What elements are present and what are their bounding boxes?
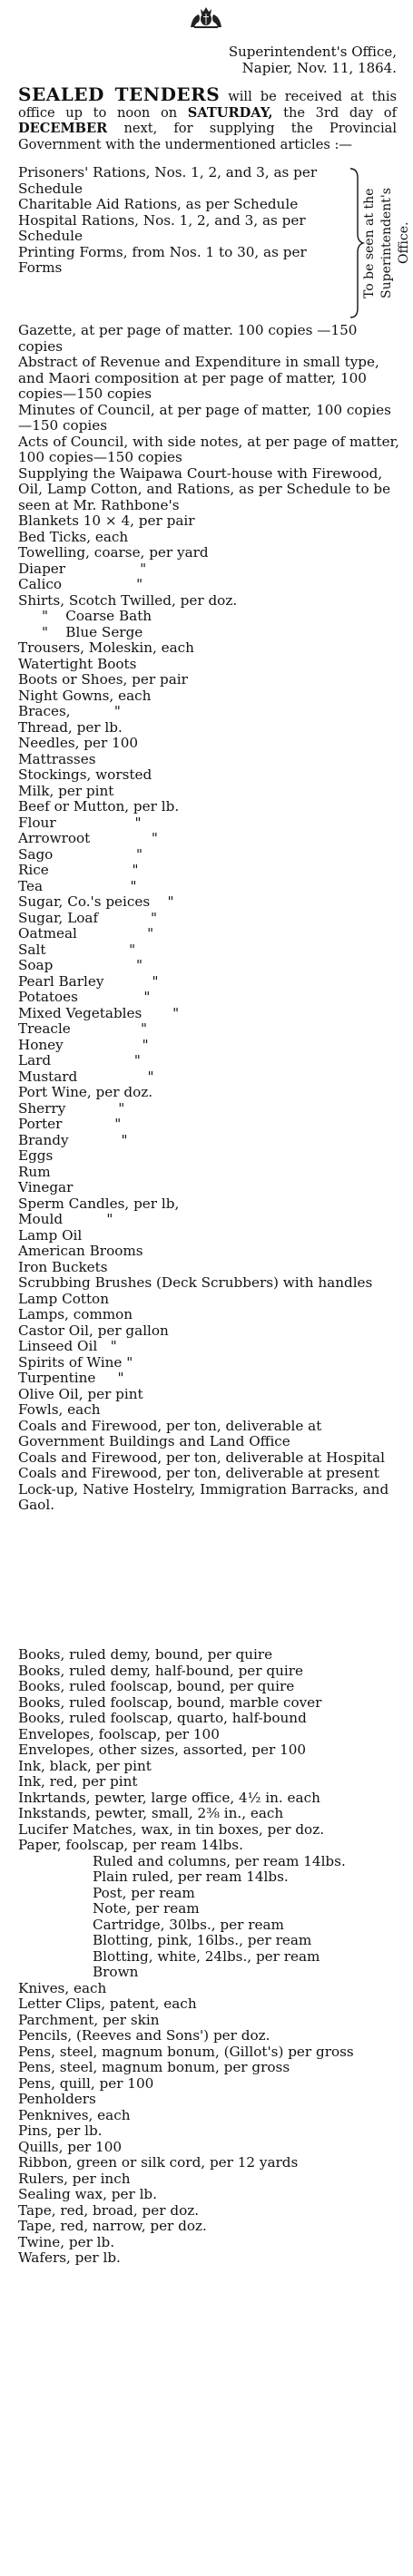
- list-item-text: Treacle ": [18, 1020, 148, 1037]
- list-item: [18, 1339, 399, 1355]
- list-item: [18, 1212, 399, 1228]
- list-item-text: Sugar, Co.'s peices ": [18, 893, 174, 910]
- list-item: [18, 2092, 399, 2108]
- list-item: [18, 1148, 399, 1165]
- office-heading: Superintendent's Office,: [228, 44, 397, 60]
- list-item: [18, 1419, 399, 1450]
- list-item: [18, 513, 399, 530]
- list-item-text: Port Wine, per doz.: [18, 1084, 153, 1100]
- list-item: [18, 2028, 399, 2044]
- list-item-text: Fowls, each: [18, 1401, 101, 1418]
- list-item: [18, 1854, 399, 1870]
- list-item-text: Supplying the Waipawa Court-house with Firewood, Oil, Lamp Cotton, and Rations, as per Schedule to be seen at Mr. Rathbone's: [18, 464, 395, 513]
- list-item-text: Rulers, per inch: [18, 2170, 131, 2187]
- list-item-text: Pens, quill, per 100: [18, 2074, 154, 2092]
- list-item: [18, 640, 399, 657]
- list-item-text: Pearl Barley ": [18, 972, 159, 990]
- list-item: [18, 1664, 399, 1680]
- list-item: [18, 245, 345, 277]
- list-item: [18, 1869, 399, 1886]
- list-item: [18, 2140, 399, 2156]
- list-item-text: Prisoners' Rations, Nos. 1, 2, and 3, as per Schedule: [18, 164, 321, 197]
- list-item-text: Pencils, (Reeves and Sons') per doz.: [18, 2027, 270, 2044]
- list-item-text: Ink, black, per pint: [18, 1757, 152, 1774]
- list-item: [18, 1101, 399, 1117]
- list-item: [18, 1085, 399, 1101]
- list-item-text: Wafers, per lb.: [18, 2249, 121, 2266]
- list-item: [18, 1981, 399, 1997]
- list-item-text: Note, per ream: [93, 1900, 200, 1917]
- list-item-text: Lamp Oil: [18, 1226, 83, 1244]
- list-item: [18, 593, 399, 610]
- list-item-text: Ribbon, green or silk cord, per 12 yards: [18, 2154, 299, 2171]
- list-item: [18, 1053, 399, 1069]
- list-item: [18, 2203, 399, 2220]
- list-item: [18, 784, 399, 800]
- intro-day: SATURDAY,: [187, 104, 273, 121]
- list-item-text: " Coarse Bath: [42, 608, 152, 624]
- list-item: [18, 197, 345, 213]
- list-item-text: Cartridge, 30lbs., per ream: [93, 1916, 284, 1933]
- list-item: [18, 1727, 399, 1743]
- list-item-text: Pins, per lb.: [18, 2122, 103, 2139]
- list-item-text: Twine, per lb.: [18, 2233, 115, 2250]
- list-item: [18, 1791, 399, 1807]
- list-item-text: Tape, red, broad, per doz.: [18, 2201, 200, 2219]
- list-item: [18, 894, 399, 911]
- list-item-text: Minutes of Council, at per page of matter, 100 copies—150 copies: [18, 401, 391, 434]
- list-item-text: Trousers, Moleskin, each: [18, 639, 194, 656]
- list-item-text: Milk, per pint: [18, 782, 114, 799]
- list-item-text: Thread, per lb.: [18, 718, 123, 736]
- list-item-text: Lard ": [18, 1052, 141, 1068]
- list-item: [18, 2044, 399, 2061]
- list-item: [18, 831, 399, 847]
- list-item-text: Books, ruled foolscap, bound, per quire: [18, 1678, 295, 1694]
- list-item-text: Braces, ": [18, 703, 121, 719]
- list-item: [18, 1917, 399, 1934]
- list-item-text: Books, ruled demy, bound, per quire: [18, 1646, 273, 1663]
- list-item-text: Brandy ": [18, 1131, 128, 1148]
- list-item: [18, 2060, 399, 2076]
- royal-crest-icon: [189, 4, 223, 29]
- list-item-text: Linseed Oil ": [18, 1338, 117, 1354]
- list-item-text: Vinegar: [18, 1179, 74, 1195]
- list-item: [18, 1679, 399, 1695]
- list-item: [18, 1996, 399, 2013]
- list-item: [18, 433, 404, 466]
- list-item-text: Penknives, each: [18, 2106, 131, 2123]
- list-item: [18, 1323, 399, 1340]
- list-item: [18, 609, 399, 625]
- side-note: To be seen at the Superintendent's Office.: [362, 188, 411, 298]
- list-item-text: Potatoes ": [18, 989, 151, 1005]
- list-item: [18, 2187, 399, 2203]
- intro-text-2: the 3rd day of: [272, 104, 397, 121]
- list-item: [18, 1355, 399, 1371]
- list-item-text: Parchment, per skin: [18, 2011, 160, 2028]
- intro-date: DECEMBER: [18, 121, 108, 136]
- list-item: [18, 688, 399, 705]
- list-item: [18, 1371, 399, 1387]
- list-item: [18, 1260, 399, 1276]
- list-item-text: Shirts, Scotch Twilled, per doz.: [18, 591, 238, 609]
- list-item: [18, 1006, 399, 1022]
- list-item: [18, 752, 399, 768]
- list-item-text: Charitable Aid Rations, as per Schedule: [18, 196, 299, 212]
- list-item-text: " Blue Serge: [42, 623, 143, 640]
- list-item: [18, 1244, 399, 1260]
- list-item-text: Blotting, pink, 16lbs., per ream: [93, 1932, 312, 1948]
- list-item-text: Turpentine ": [18, 1370, 124, 1386]
- list-item-text: Blankets 10 × 4, per pair: [18, 512, 195, 529]
- list-item-text: Pens, steel, magnum bonum, per gross: [18, 2059, 290, 2075]
- list-item-text: Sago ": [18, 845, 143, 863]
- list-item: [18, 2076, 399, 2093]
- articles-list: [18, 322, 404, 1514]
- list-item: [18, 736, 399, 752]
- list-item-text: Flour ": [18, 814, 142, 831]
- intro-text-3: next, for supplying the Provincial Government with the undermentioned articles :—: [18, 121, 397, 152]
- list-item-text: Stockings, worsted: [18, 766, 152, 783]
- list-item-text: Rum: [18, 1163, 51, 1180]
- list-item-text: Iron Buckets: [18, 1258, 108, 1275]
- list-item: [18, 1021, 399, 1038]
- rations-list: [18, 165, 345, 277]
- list-item: [18, 2219, 399, 2235]
- list-item: [18, 1886, 399, 1902]
- list-item-text: American Brooms: [18, 1243, 143, 1259]
- list-item: [18, 1965, 399, 1981]
- list-item-text: Paper, foolscap, per ream 14lbs.: [18, 1837, 243, 1853]
- list-item-text: Hospital Rations, Nos. 1, 2, and 3, as per Schedule: [18, 211, 310, 244]
- list-item: [18, 1117, 399, 1133]
- list-item: [18, 1275, 399, 1292]
- list-item-text: Knives, each: [18, 1979, 107, 1996]
- list-item-text: Ruled and columns, per ream 14lbs.: [93, 1852, 346, 1869]
- list-item: [18, 1742, 399, 1759]
- list-item: [18, 990, 399, 1006]
- list-item-text: Beef or Mutton, per lb.: [18, 798, 180, 815]
- list-item: [18, 1180, 399, 1196]
- list-item: [18, 2123, 399, 2140]
- list-item: [18, 1133, 399, 1149]
- list-item-text: Coals and Firewood, per ton, deliverable at Hospital: [18, 1449, 385, 1466]
- list-item: [18, 704, 399, 720]
- list-item: [18, 1711, 399, 1727]
- list-item: [18, 1387, 399, 1403]
- list-item-text: Salt ": [18, 941, 136, 958]
- list-item-text: Porter ": [18, 1116, 122, 1132]
- list-item-text: Printing Forms, from Nos. 1 to 30, as per Forms: [18, 243, 311, 276]
- list-item-text: Tea ": [18, 877, 137, 894]
- list-item: [18, 2013, 399, 2029]
- list-item-text: Eggs: [18, 1147, 54, 1164]
- list-item: [18, 958, 399, 974]
- list-item-text: Plain ruled, per ream 14lbs.: [93, 1869, 289, 1885]
- list-item-text: Lucifer Matches, wax, in tin boxes, per doz.: [18, 1820, 325, 1838]
- list-item: [18, 1038, 399, 1054]
- list-item: [18, 911, 399, 927]
- list-item-text: Books, ruled foolscap, quarto, half-bound: [18, 1710, 307, 1726]
- list-item-text: Mattrasses: [18, 750, 96, 767]
- list-item-text: Bed Ticks, each: [18, 528, 129, 545]
- list-item-text: Mustard ": [18, 1068, 154, 1085]
- list-item: [18, 767, 399, 784]
- list-item: [18, 847, 399, 864]
- list-item-text: Books, ruled foolscap, bound, marble cover: [18, 1693, 322, 1711]
- list-item-text: Post, per ream: [93, 1884, 195, 1901]
- list-item-text: Coals and Firewood, per ton, deliverable at Government Buildings and Land Office: [18, 1417, 327, 1449]
- list-item: [18, 1165, 399, 1181]
- list-item-text: Olive Oil, per pint: [18, 1385, 143, 1402]
- list-item-text: Boots or Shoes, per pair: [18, 671, 188, 688]
- intro-paragraph: [18, 83, 397, 152]
- intro-text: will be received at this office up to noon on: [18, 89, 397, 121]
- list-item: [18, 323, 399, 355]
- list-item: [18, 1822, 399, 1839]
- list-item: [18, 1402, 399, 1419]
- list-item: [18, 1228, 399, 1244]
- list-item: [18, 799, 399, 815]
- list-item: [18, 1695, 399, 1712]
- list-item-text: Lamps, common: [18, 1306, 133, 1322]
- list-item: [18, 1933, 399, 1949]
- list-item: [18, 2250, 399, 2267]
- list-item-text: Abstract of Revenue and Expenditure in small type, and Maori composition at per page of matter, 100 copies—150 copies: [18, 354, 384, 402]
- list-item-text: Soap ": [18, 957, 143, 973]
- list-item-text: Blotting, white, 24lbs., per ream: [93, 1947, 320, 1965]
- list-item: [18, 1196, 399, 1213]
- list-item-text: Spirits of Wine ": [18, 1353, 133, 1371]
- list-item-text: Letter Clips, patent, each: [18, 1995, 197, 2012]
- list-item: [18, 1759, 399, 1775]
- list-item-text: Honey ": [18, 1036, 149, 1053]
- list-item: [18, 355, 399, 403]
- list-item-text: Diaper ": [18, 560, 147, 577]
- list-item-text: Arrowroot ": [18, 830, 158, 846]
- list-item-text: Envelopes, foolscap, per 100: [18, 1725, 220, 1742]
- list-item: [18, 1901, 399, 1917]
- list-item: [18, 1450, 399, 1467]
- list-item-text: Inkstands, pewter, small, 2⅜ in., each: [18, 1805, 284, 1821]
- list-item: [18, 2235, 399, 2251]
- list-item-text: Lamp Cotton: [18, 1290, 109, 1307]
- list-item: [18, 1806, 399, 1822]
- list-item: [18, 466, 399, 514]
- list-item-text: Books, ruled demy, half-bound, per quire: [18, 1662, 303, 1679]
- list-item-text: Sugar, Loaf ": [18, 909, 158, 926]
- list-item-text: Pens, steel, magnum bonum, (Gillot's) per gross: [18, 2043, 354, 2060]
- list-item-text: Castor Oil, per gallon: [18, 1322, 169, 1339]
- list-item-text: Inkrtands, pewter, large office, 4½ in. each: [18, 1789, 320, 1806]
- list-item: [18, 545, 399, 561]
- list-item-text: Gazette, at per page of matter. 100 copies —150 copies: [18, 322, 362, 355]
- list-item-text: Quills, per 100: [18, 2138, 123, 2155]
- list-item: [18, 942, 399, 959]
- list-item: [18, 815, 399, 832]
- list-item: [18, 1307, 399, 1323]
- list-item-text: Watertight Boots: [18, 655, 137, 672]
- list-item: [18, 879, 399, 895]
- list-item: [18, 926, 399, 942]
- list-item-text: Towelling, coarse, per yard: [18, 544, 209, 561]
- list-item: [18, 403, 399, 434]
- list-item: [18, 974, 399, 990]
- list-item-text: Oatmeal ": [18, 925, 154, 942]
- list-item-text: Sperm Candles, per lb,: [18, 1195, 180, 1212]
- list-item-text: Penholders: [18, 2091, 96, 2107]
- list-item: [18, 1466, 399, 1514]
- list-item-text: Tape, red, narrow, per doz.: [18, 2218, 207, 2234]
- list-item-text: Acts of Council, with side notes, at per page of matter, 100 copies—150 copies: [18, 433, 404, 465]
- list-item: [18, 625, 399, 641]
- list-item-text: Mould ": [18, 1211, 113, 1227]
- list-item: [18, 1949, 399, 1966]
- list-item: [18, 165, 345, 197]
- list-item: [18, 1774, 399, 1791]
- list-item-text: Sherry ": [18, 1099, 125, 1117]
- list-item: [18, 2108, 399, 2124]
- list-item-text: Rice ": [18, 862, 139, 878]
- list-item-text: Sealing wax, per lb.: [18, 2186, 157, 2202]
- dateline: Napier, Nov. 11, 1864.: [241, 60, 397, 76]
- list-item-text: Needles, per 100: [18, 735, 139, 751]
- list-item: [18, 561, 399, 578]
- list-item: [18, 577, 399, 593]
- list-item: [18, 2171, 399, 2188]
- list-item-text: Envelopes, other sizes, assorted, per 100: [18, 1742, 307, 1758]
- list-item: [18, 530, 399, 546]
- list-item: [18, 1838, 399, 1854]
- stationery-list: [18, 1647, 399, 2267]
- list-item: [18, 2155, 399, 2171]
- list-item-text: Scrubbing Brushes (Deck Scrubbers) with handles: [18, 1274, 373, 1291]
- list-item-text: Coals and Firewood, per ton, deliverable at present Lock-up, Native Hostelry, Immigration Barracks, and Gaol.: [18, 1465, 394, 1513]
- intro-caps: SEALED TENDERS: [18, 83, 221, 105]
- list-item: [18, 1069, 399, 1086]
- list-item: [18, 672, 399, 688]
- list-item: [18, 657, 399, 673]
- list-item-text: Ink, red, per pint: [18, 1773, 138, 1790]
- list-item-text: Mixed Vegetables ": [18, 1004, 180, 1021]
- list-item-text: Night Gowns, each: [18, 687, 152, 704]
- list-item-text: Calico ": [18, 576, 143, 592]
- list-item: [18, 863, 399, 879]
- list-item: [18, 213, 345, 245]
- list-item: [18, 720, 399, 737]
- list-item: [18, 1647, 399, 1664]
- list-item-text: Brown: [93, 1964, 139, 1980]
- list-item: [18, 1292, 399, 1308]
